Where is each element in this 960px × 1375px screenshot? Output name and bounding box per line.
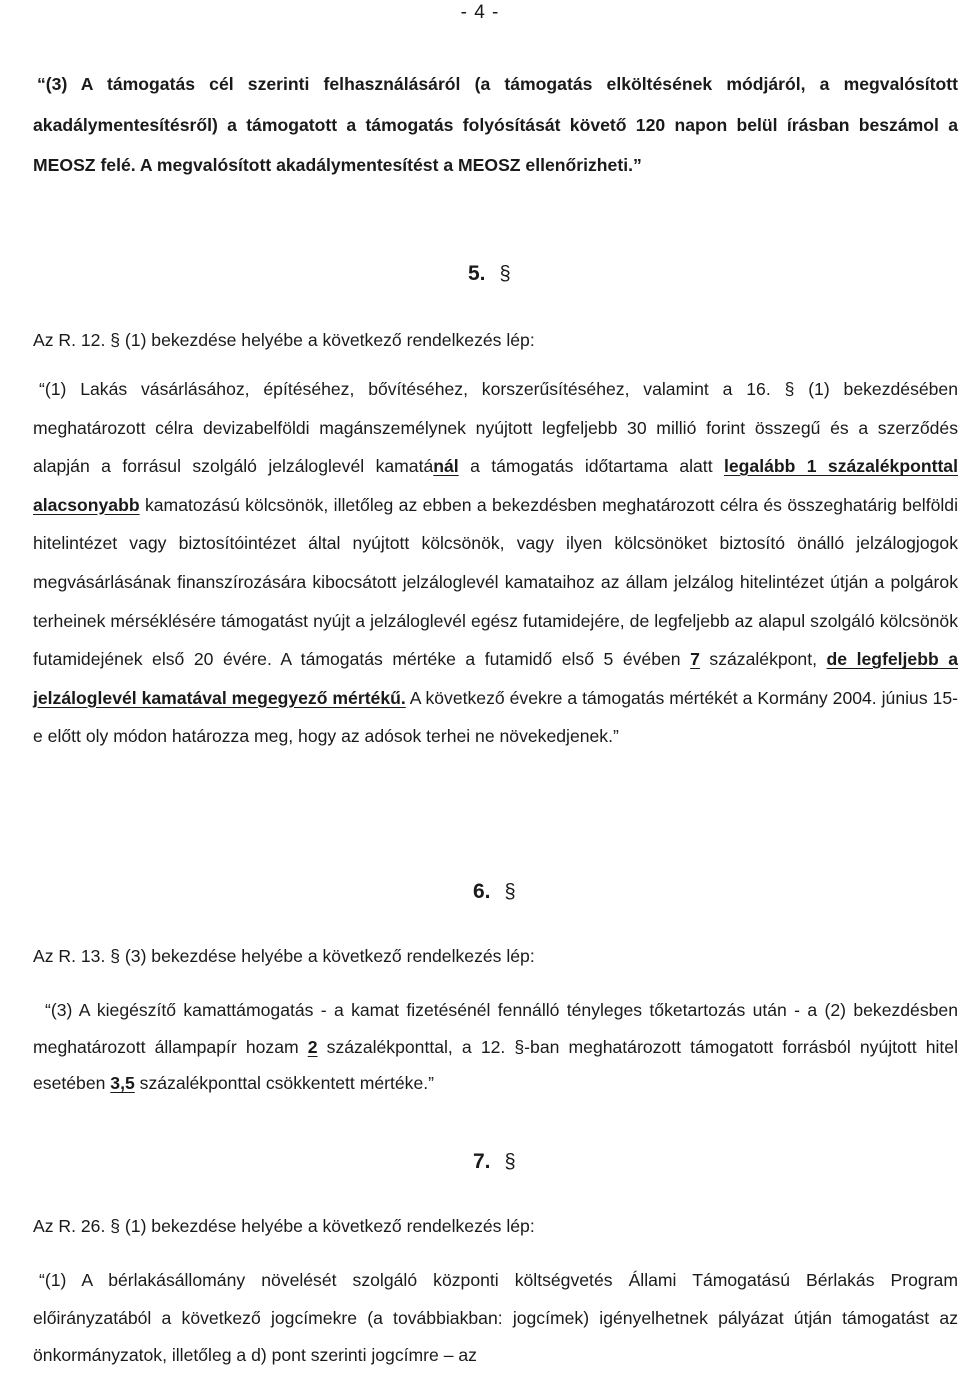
text-run: a támogatás időtartama alatt bbox=[458, 456, 724, 477]
paragraph-text: “(1) A bérlakásállomány növelését szolgáló központi költségvetés Állami Támogatású Bérlakás Program előirányzatából a következő jogcímekre (a továbbiakban: jogcímek) igényelhetnek pályázat útján támogatást az önkormányzatok, illetőleg a d) pont szerinti jogcímre – az bbox=[33, 1270, 958, 1365]
amendment-intro-26: Az R. 26. § (1) bekezdése helyébe a következő rendelkezés lép: bbox=[33, 1216, 535, 1236]
emphasis-underlined: de legfeljebb a jelzáloglevél kamatával megegyező mértékű. bbox=[33, 649, 958, 708]
section-number: 7. bbox=[473, 1150, 491, 1173]
paragraph-amendment-1b bbox=[33, 1262, 958, 1375]
paragraph-text: “(3) A támogatás cél szerinti felhasználásáról (a támogatás elköltésének módjáról, a megvalósított akadálymentesítésről) a támogatott a támogatás folyósítását követő 120 napon belül írásban beszámol a MEOSZ felé. A megvalósított akadálymentesítést a MEOSZ ellenőrizheti.” bbox=[33, 74, 958, 176]
text-run: “(3) A kiegészítő kamattámogatás - a kamat fizetésénél fennálló tényleges tőketartozás után - a (2) bekezdésben meghatározott állampapír hozam bbox=[33, 1000, 958, 1057]
paragraph-amendment-3 bbox=[33, 64, 958, 186]
paragraph-amendment-1 bbox=[33, 370, 958, 756]
emphasis-underlined: legalább 1 százalékponttal alacsonyabb bbox=[33, 456, 958, 515]
text-run: kamatozású kölcsönök, illetőleg az ebben a bekezdésben meghatározott célra és összeghatárig belföldi hitelintézet vagy biztosítóintézet által nyújtott kölcsönök, vagy ilyen kölcsönöket biztosító önálló jelzálogjogok megvásárlásának finanszírozására kibocsátott jelzáloglevél kamataihoz az állam jelzálog hitelintézet útján a polgárok terheinek mérséklésére támogatást nyújt a jelzáloglevél egész futamidejére, de legfeljebb az alapul szolgáló kölcsönök futamidejének első 20 évére. A támogatás mértéke a futamidő első 5 évében bbox=[33, 494, 958, 670]
page-number: - 4 - bbox=[460, 2, 500, 23]
section-heading-7 bbox=[473, 1150, 516, 1174]
amendment-intro-13: Az R. 13. § (3) bekezdése helyébe a következő rendelkezés lép: bbox=[33, 946, 535, 966]
section-heading-5 bbox=[468, 262, 511, 286]
emphasis-underlined: 7 bbox=[690, 649, 700, 670]
section-number: 6. bbox=[473, 880, 491, 903]
text-run: “(1) Lakás vásárlásához, építéséhez, bővítéséhez, korszerűsítéséhez, valamint a 16. § (1) bekezdésében meghatározott célra devizabelföldi magánszemélynek nyújtott legfeljebb 30 millió forint összegű és a szerződés alapján a forrásul szolgáló jelzáloglevél kamatá bbox=[33, 379, 958, 477]
paragraph-amendment-3b bbox=[33, 992, 958, 1102]
section-sign: § bbox=[499, 263, 511, 285]
section-sign: § bbox=[504, 1151, 516, 1173]
emphasis-underlined: 2 bbox=[307, 1036, 318, 1057]
emphasis-underlined: 3,5 bbox=[110, 1073, 135, 1093]
text-run: százalékponttal, a 12. §-ban meghatározott támogatott forrásból nyújtott hitel esetében bbox=[33, 1036, 958, 1093]
text-run: százalékpont, bbox=[699, 649, 827, 670]
emphasis-underlined: nál bbox=[433, 456, 459, 477]
text-run: A következő évekre a támogatás mértékét a Kormány 2004. június 15-e előtt oly módon határozza meg, hogy az adósok terhei ne növekedjenek.” bbox=[33, 687, 958, 747]
section-sign: § bbox=[504, 881, 516, 903]
text-run: százalékponttal csökkentett mértéke.” bbox=[134, 1073, 434, 1093]
amendment-intro-12: Az R. 12. § (1) bekezdése helyébe a következő rendelkezés lép: bbox=[33, 330, 535, 350]
section-heading-6 bbox=[473, 880, 516, 904]
section-number: 5. bbox=[468, 262, 486, 285]
